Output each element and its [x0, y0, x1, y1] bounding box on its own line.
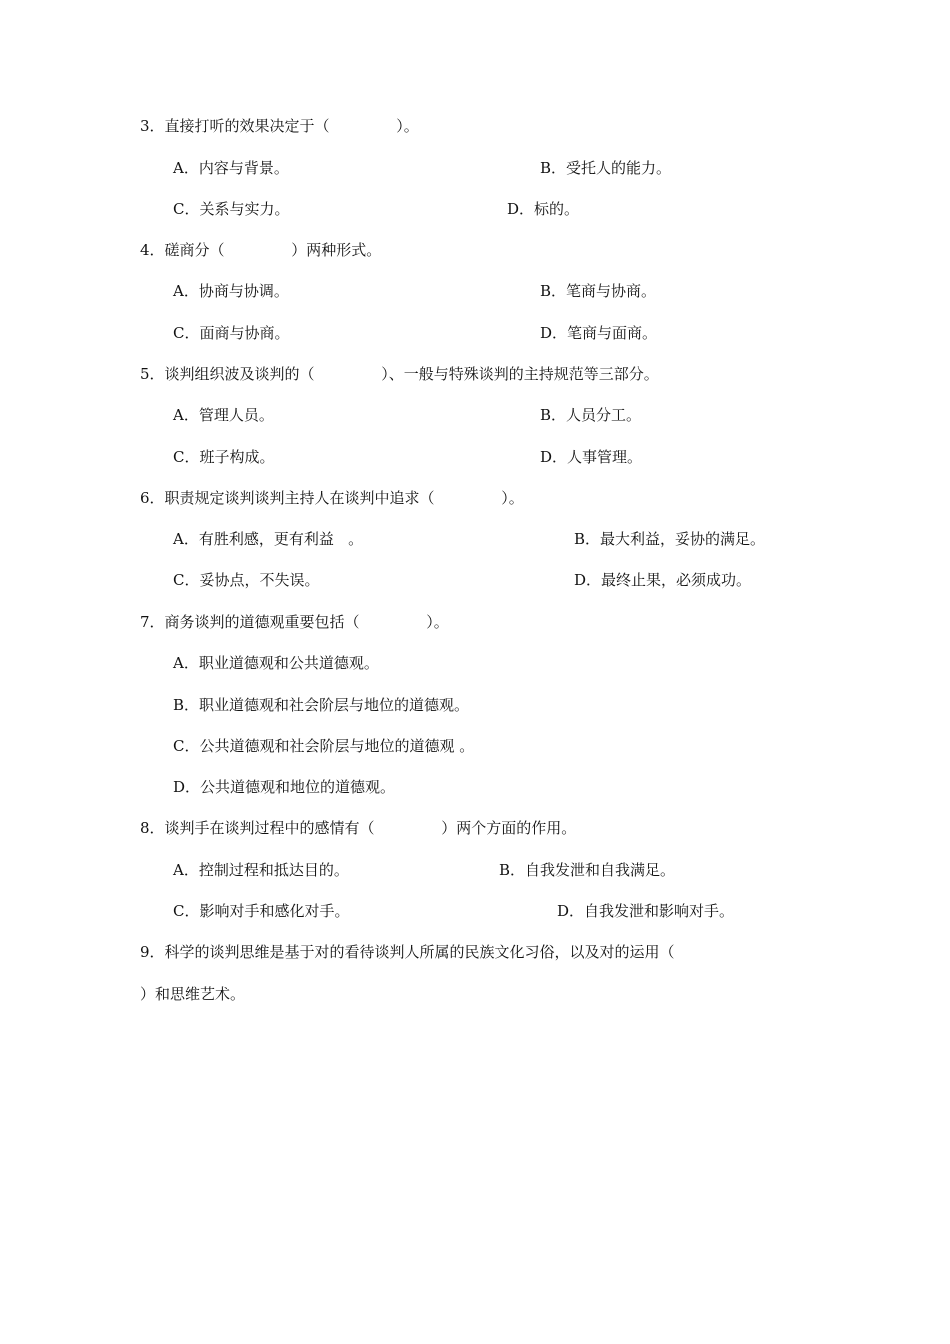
question-3-stem: 3．直接打听的效果决定于（ ）。 — [140, 117, 419, 135]
question-8-option-b: B．自我发泄和自我满足。 — [499, 861, 676, 879]
question-7-stem: 7．商务谈判的道德观重要包括（ ）。 — [140, 613, 449, 631]
question-5-option-d: D．人事管理。 — [540, 448, 643, 466]
question-6-option-d: D．最终止果，必须成功。 — [574, 571, 752, 589]
question-7-option-b: B．职业道德观和社会阶层与地位的道德观。 — [173, 696, 470, 714]
question-7-option-d: D．公共道德观和地位的道德观。 — [173, 778, 396, 796]
question-6-option-a: A．有胜利感，更有利益 。 — [173, 530, 364, 548]
question-3-option-d: D．标的。 — [507, 200, 580, 218]
question-5-option-a: A．管理人员。 — [173, 406, 274, 424]
question-4-stem: 4．磋商分（ ）两种形式。 — [140, 241, 382, 259]
question-6-option-c: C．妥协点，不失误。 — [173, 571, 320, 589]
question-9-stem-line-2: ）和思维艺术。 — [140, 985, 246, 1003]
question-4-option-d: D．笔商与面商。 — [540, 324, 658, 342]
question-4-option-b: B．笔商与协商。 — [540, 282, 657, 300]
question-8-stem: 8．谈判手在谈判过程中的感情有（ ）两个方面的作用。 — [140, 819, 577, 837]
question-4-option-a: A．协商与协调。 — [173, 282, 289, 300]
question-8-option-a: A．控制过程和抵达目的。 — [173, 861, 349, 879]
question-6-option-b: B．最大利益，妥协的满足。 — [574, 530, 766, 548]
question-9-stem-line-1: 9．科学的谈判思维是基于对的看待谈判人所属的民族文化习俗，以及对的运用（ — [140, 943, 675, 961]
question-5-option-b: B．人员分工。 — [540, 406, 642, 424]
question-7-option-a: A．职业道德观和公共道德观。 — [173, 654, 379, 672]
question-8-option-c: C．影响对手和感化对手。 — [173, 902, 350, 920]
question-6-stem: 6．职责规定谈判谈判主持人在谈判中追求（ ）。 — [140, 489, 524, 507]
question-3-option-b: B．受托人的能力。 — [540, 159, 672, 177]
question-7-option-c: C．公共道德观和社会阶层与地位的道德观 。 — [173, 737, 475, 755]
question-5-stem: 5．谈判组织波及谈判的（ ）、一般与特殊谈判的主持规范等三部分。 — [140, 365, 659, 383]
question-8-option-d: D．自我发泄和影响对手。 — [557, 902, 735, 920]
question-5-option-c: C．班子构成。 — [173, 448, 275, 466]
question-4-option-c: C．面商与协商。 — [173, 324, 290, 342]
question-3-option-a: A．内容与背景。 — [173, 159, 289, 177]
question-3-option-c: C．关系与实力。 — [173, 200, 290, 218]
